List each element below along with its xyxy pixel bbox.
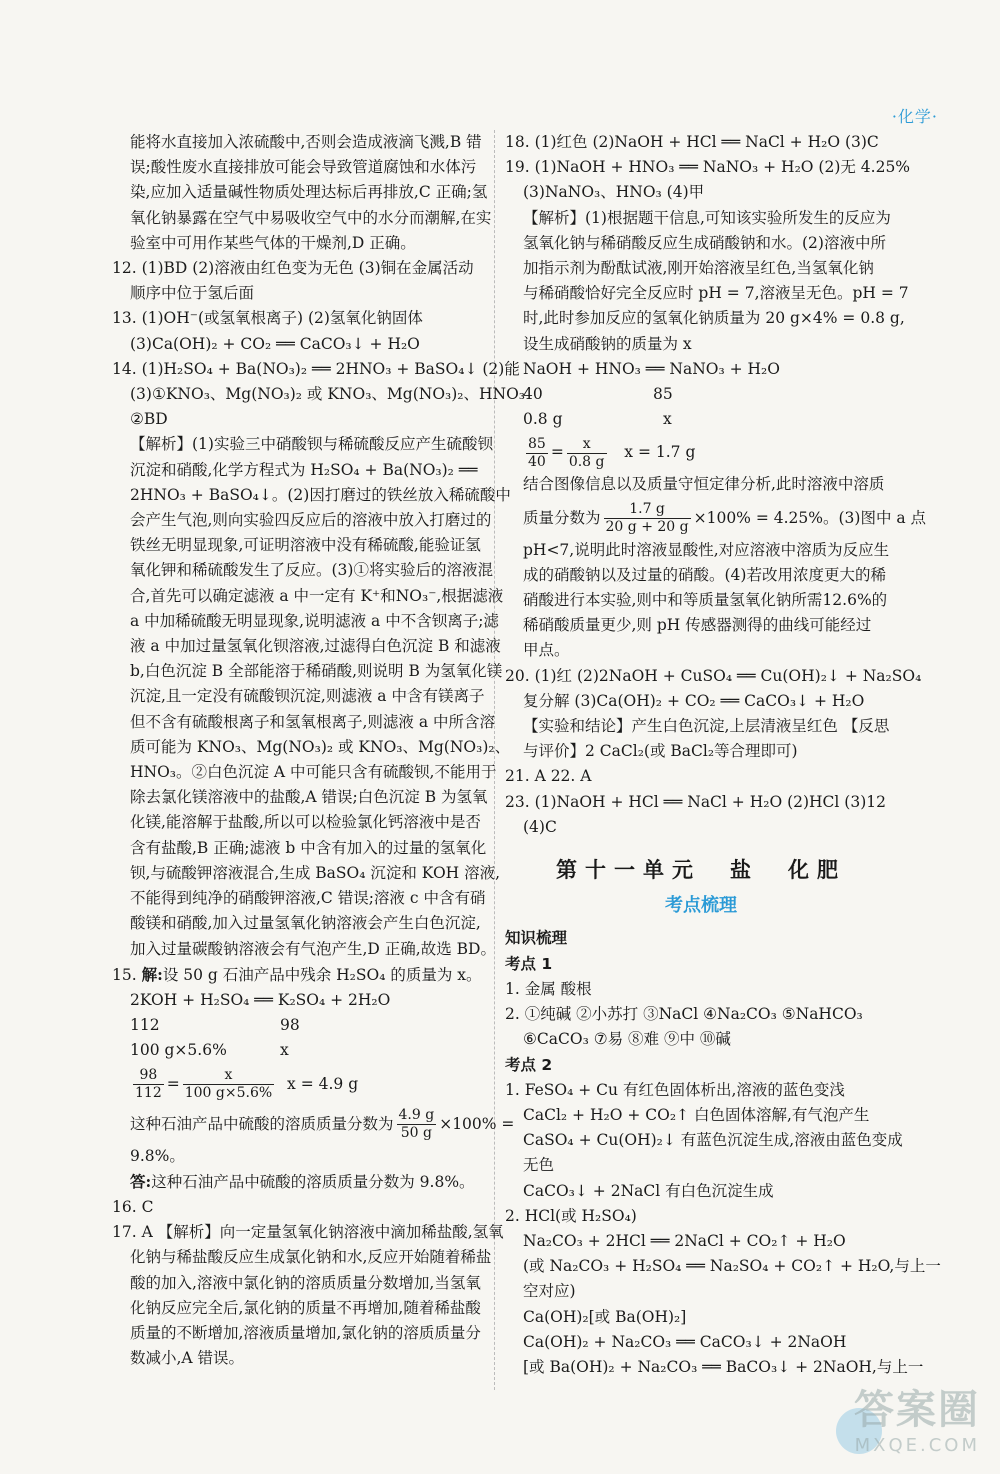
text-line: 设生成硝酸钠的质量为 x bbox=[523, 334, 692, 353]
q19-m2b: x bbox=[663, 410, 672, 429]
text-line: 染,应加入适量碱性物质处理达标后再排放,C 正确;氢 bbox=[130, 183, 488, 202]
q19-percent-line bbox=[505, 498, 927, 538]
subsection-point-2: 考点 2 bbox=[505, 1055, 553, 1074]
frac-den: 0.8 g bbox=[568, 453, 605, 470]
text-line: 会产生气泡,则向实验四反应后的溶液中放入打磨过的 bbox=[130, 511, 492, 530]
text-line: 甲点。 bbox=[523, 641, 570, 660]
text-line: 【实验和结论】产生白色沉淀,上层清液呈红色 【反思 bbox=[523, 717, 890, 736]
subject-header: ·化学· bbox=[891, 107, 938, 126]
text-line: 氧化钾和稀硫酸发生了反应。(3)①将实验后的溶液混 bbox=[130, 561, 493, 580]
q19-pct-pre: 质量分数为 bbox=[523, 508, 601, 527]
text-line: 时,此时参加反应的氢氧化钠质量为 20 g×4% = 0.8 g, bbox=[523, 309, 905, 328]
q15-equation: 2KOH + H₂SO₄ ══ K₂SO₄ + 2H₂O bbox=[130, 990, 391, 1009]
q19-mass-row bbox=[505, 407, 897, 432]
q19-frac-b bbox=[567, 436, 607, 471]
text-line: 23. (1)NaOH + HCl ══ NaCl + H₂O (2)HCl (3)12 bbox=[505, 792, 886, 811]
text-line: 与评价】2 CaCl₂(或 BaCl₂等合理即可) bbox=[523, 742, 798, 761]
text-line: 顺序中位于氢后面 bbox=[130, 284, 255, 303]
text-line: 1. FeSO₄ + Cu 有红色固体析出,溶液的蓝色变浅 bbox=[505, 1080, 845, 1099]
point-1-lines bbox=[505, 977, 897, 1053]
q19-pct-post: ×100% = 4.25%。(3)图中 a 点 bbox=[693, 508, 927, 527]
text-line: 18. (1)红色 (2)NaOH + HCl ══ NaCl + H₂O (3)C bbox=[505, 133, 879, 151]
text-line: 复分解 (3)Ca(OH)₂ + CO₂ ══ CaCO₃↓ + H₂O bbox=[523, 691, 865, 710]
text-line: 不能得到纯净的硝酸钾溶液,C 错误;溶液 c 中含有硝 bbox=[130, 889, 486, 908]
subsection-knowledge: 知识梳理 bbox=[505, 929, 568, 948]
point-2-lines bbox=[505, 1078, 941, 1380]
text-line: (或 Na₂CO₃ + H₂SO₄ ══ Na₂SO₄ + CO₂↑ + H₂O,与上一 bbox=[523, 1257, 941, 1276]
text-line: 但不含有硫酸根离子和氢氧根离子,则滤液 a 中所含溶 bbox=[130, 712, 496, 731]
text-line: 除去氯化镁溶液中的盐酸,A 错误;白色沉淀 B 为氢氧 bbox=[130, 788, 488, 807]
text-line: 钡,与硫酸钾溶液混合,生成 BaSO₄ 沉淀和 KOH 溶液, bbox=[130, 863, 501, 882]
q15-molar-row bbox=[112, 1013, 484, 1038]
text-line: (3)①KNO₃、Mg(NO₃)₂ 或 KNO₃、Mg(NO₃)₂、HNO₃ bbox=[130, 385, 526, 404]
text-line: 酸镁和硝酸,加入过量氢氧化钠溶液会产生白色沉淀, bbox=[130, 914, 481, 933]
q15-frac-a bbox=[133, 1067, 164, 1102]
q15-mass-row bbox=[112, 1038, 484, 1063]
frac-den: 40 bbox=[528, 453, 546, 470]
right-top-lines bbox=[505, 130, 911, 357]
text-line: 2. HCl(或 H₂SO₄) bbox=[505, 1206, 637, 1225]
answer-label: 答: bbox=[130, 1171, 152, 1191]
text-line: 化钠反应完全后,氯化钠的质量不再增加,随着稀盐酸 bbox=[130, 1298, 481, 1317]
q19-m2a: 0.8 g bbox=[523, 410, 563, 429]
text-line: [或 Ba(OH)₂ + Na₂CO₃ ══ BaCO₃↓ + 2NaOH,与上一 bbox=[523, 1357, 924, 1376]
text-line: 沉淀,且一定没有硫酸钡沉淀,则滤液 a 中含有镁离子 bbox=[130, 687, 485, 706]
text-line: 合,首先可以确定滤液 a 中一定有 K⁺和NO₃⁻,根据滤液 bbox=[130, 586, 504, 605]
text-line: (3)NaNO₃、HNO₃ (4)甲 bbox=[523, 183, 705, 202]
text-line: pH<7,说明此时溶液显酸性,对应溶液中溶质为反应生 bbox=[523, 540, 890, 559]
frac-den: 20 g + 20 g bbox=[605, 519, 689, 536]
text-line: 能将水直接加入浓硫酸中,否则会造成液滴飞溅,B 错 bbox=[130, 133, 482, 151]
text-line: 沉淀和硝酸,化学方程式为 H₂SO₄ + Ba(NO₃)₂ ══ bbox=[130, 460, 478, 479]
text-line: Ca(OH)₂ + Na₂CO₃ ══ CaCO₃↓ + 2NaOH bbox=[523, 1332, 847, 1351]
q15-m1b: 98 bbox=[280, 1016, 300, 1035]
text-line: 【解析】(1)实验三中硝酸钡与稀硫酸反应产生硫酸钡 bbox=[130, 435, 493, 454]
q15-percent-value: 9.8%。 bbox=[130, 1146, 185, 1165]
q19-pct-frac bbox=[604, 501, 691, 536]
text-line: 20. (1)红 (2)2NaOH + CuSO₄ ══ Cu(OH)₂↓ + Na₂SO₄ bbox=[505, 666, 922, 685]
text-line: 19. (1)NaOH + HNO₃ ══ NaNO₃ + H₂O (2)无 4.25% bbox=[505, 158, 911, 177]
left-tail-lines bbox=[112, 1195, 504, 1371]
watermark-url: MXQE.COM bbox=[854, 1435, 980, 1456]
watermark-text: 答案圈 bbox=[854, 1387, 980, 1433]
text-line: a 中加稀硫酸无明显现象,说明滤液 a 中不含钡离子;滤 bbox=[130, 611, 499, 630]
frac-num: 1.7 g bbox=[604, 501, 691, 519]
q15-pct-post: ×100% = bbox=[439, 1114, 515, 1133]
text-line: CaCl₂ + H₂O + CO₂↑ 白色固体溶解,有气泡产生 bbox=[523, 1105, 870, 1124]
frac-num: 85 bbox=[528, 435, 546, 452]
watermark-logo bbox=[854, 1378, 980, 1456]
solution-label: 解: bbox=[141, 964, 163, 984]
q19-m1a: 40 bbox=[523, 385, 543, 404]
text-line: 铁丝无明显现象,可证明溶液中没有稀硫酸,能验证氢 bbox=[130, 536, 481, 555]
text-line: 质可能为 KNO₃、Mg(NO₃)₂ 或 KNO₃、Mg(NO₃)₂、 bbox=[130, 737, 511, 756]
unit-title: 第十一单元 盐 化肥 bbox=[556, 858, 846, 883]
text-line: 数减小,A 错误。 bbox=[130, 1349, 245, 1368]
text-line: 化镁,能溶解于盐酸,所以可以检验氯化钙溶液中是否 bbox=[130, 813, 481, 832]
answer-text: 这种石油产品中硫酸的溶质质量分数为 9.8%。 bbox=[151, 1172, 475, 1191]
frac-num: x bbox=[567, 436, 607, 454]
text-line: 无色 bbox=[523, 1156, 555, 1175]
q19-line1: 结合图像信息以及质量守恒定律分析,此时溶液中溶质 bbox=[523, 475, 885, 494]
q19-frac-a bbox=[526, 436, 548, 471]
text-line: 硝酸进行本实验,则中和等质量氢氧化钠所需12.6%的 bbox=[523, 591, 888, 610]
text-line: 17. A 【解析】向一定量氢氧化钠溶液中滴加稀盐酸,氢氧 bbox=[112, 1223, 504, 1242]
q15-working bbox=[112, 988, 515, 1195]
text-line: 成的硝酸钠以及过量的硝酸。(4)若改用浓度更大的稀 bbox=[523, 565, 886, 584]
q15-m2b: x bbox=[280, 1041, 289, 1060]
frac-den: 112 bbox=[135, 1085, 162, 1102]
frac-num: 4.9 g bbox=[398, 1107, 435, 1124]
text-line: 【解析】(1)根据题干信息,可知该实验所发生的反应为 bbox=[523, 208, 891, 227]
text-line: 2. ①纯碱 ②小苏打 ③NaCl ④Na₂CO₃ ⑤NaHCO₃ bbox=[505, 1005, 863, 1024]
q15-result: x = 4.9 g bbox=[287, 1074, 359, 1093]
text-line: 氢氧化钠与稀硝酸反应生成硝酸钠和水。(2)溶液中所 bbox=[523, 233, 886, 252]
text-line: 15. 解:设 50 g 石油产品中残余 H₂SO₄ 的质量为 x。 bbox=[112, 964, 482, 984]
text-line: 14. (1)H₂SO₄ + Ba(NO₃)₂ ══ 2HNO₃ + BaSO₄↓ (2)能 bbox=[112, 359, 520, 378]
q15-pct-frac bbox=[397, 1107, 437, 1142]
q19-m1b: 85 bbox=[653, 385, 673, 404]
text-line: 液 a 中加过量氢氧化钡溶液,过滤得白色沉淀 B 和滤液 bbox=[130, 637, 501, 656]
text-line: 13. (1)OH⁻(或氢氧根离子) (2)氢氧化钠固体 bbox=[112, 309, 423, 328]
q19-molar-row bbox=[505, 382, 897, 407]
text-line: ②BD bbox=[130, 410, 168, 429]
text-line: 酸的加入,溶液中氯化钠的溶质质量分数增加,当氢氧 bbox=[130, 1273, 481, 1292]
text-line: 氧化钠暴露在空气中易吸收空气中的水分而潮解,在实 bbox=[130, 208, 492, 227]
q19-working bbox=[505, 357, 927, 538]
text-line: 加指示剂为酚酞试液,刚开始溶液呈红色,当氢氧化钠 bbox=[523, 259, 874, 278]
text-line: 16. C bbox=[112, 1197, 154, 1216]
q15-proportion: $\frac{98}{112}$ = $\frac{x}{100 g\times 5.6\%}$ x = 4.9 g bbox=[135, 1067, 359, 1102]
text-line: 与稀硝酸恰好完全反应时 pH = 7,溶液呈无色。pH = 7 bbox=[523, 284, 909, 303]
subsection-point-1: 考点 1 bbox=[505, 954, 553, 973]
text-line: ⑥CaCO₃ ⑦易 ⑧难 ⑨中 ⑩碱 bbox=[523, 1030, 731, 1049]
section-title: 考点梳理 bbox=[665, 895, 737, 917]
text-line: 加入过量碳酸钠溶液会有气泡产生,D 正确,故选 BD。 bbox=[130, 939, 496, 958]
q15-answer bbox=[112, 1169, 484, 1195]
q15-percent-line bbox=[112, 1104, 515, 1144]
frac-den: 50 g bbox=[400, 1125, 432, 1142]
text-line: 误;酸性废水直接排放可能会导致管道腐蚀和水体污 bbox=[130, 158, 477, 177]
text-line: 12. (1)BD (2)溶液由红色变为无色 (3)铜在金属活动 bbox=[112, 259, 474, 278]
q15-m2a: 100 g×5.6% bbox=[130, 1041, 227, 1060]
frac-num: x bbox=[183, 1067, 274, 1085]
text-line: Ca(OH)₂[或 Ba(OH)₂] bbox=[523, 1307, 687, 1326]
text-line: b,白色沉淀 B 全部能溶于稀硝酸,则说明 B 为氢氧化镁 bbox=[130, 662, 503, 681]
frac-den: 100 g×5.6% bbox=[184, 1085, 273, 1102]
right-mid-lines bbox=[505, 538, 922, 840]
text-line: 验室中可用作某些气体的干燥剂,D 正确。 bbox=[130, 233, 416, 252]
q15-frac-b bbox=[183, 1067, 274, 1102]
q19-result: x = 1.7 g bbox=[624, 443, 696, 462]
text-line: 含有盐酸,B 正确;滤液 b 中含有加入的过量的氢氧化 bbox=[130, 838, 487, 857]
right-column bbox=[505, 130, 941, 1380]
text-line: CaSO₄ + Cu(OH)₂↓ 有蓝色沉淀生成,溶液由蓝色变成 bbox=[523, 1131, 903, 1150]
text-line: 稀硝酸质量更少,则 pH 传感器测得的曲线可能经过 bbox=[523, 616, 872, 635]
text-line: 1. 金属 酸根 bbox=[505, 979, 592, 998]
q19-equation: NaOH + HNO₃ ══ NaNO₃ + H₂O bbox=[523, 359, 780, 378]
text-line: 空对应) bbox=[523, 1282, 576, 1301]
text-line: HNO₃。②白色沉淀 A 中可能只含有硫酸钡,不能用于 bbox=[130, 763, 497, 782]
q15-pct-pre: 这种石油产品中硫酸的溶质质量分数为 bbox=[130, 1114, 394, 1133]
text-line: 21. A 22. A bbox=[505, 767, 592, 786]
frac-num: 98 bbox=[133, 1067, 164, 1085]
text-line: 2HNO₃ + BaSO₄↓。(2)因打磨过的铁丝放入稀硫酸中 bbox=[130, 485, 511, 504]
q19-proportion: $\frac{85}{40}$ = $\frac{x}{0.8 g}$ x = 1.7 g bbox=[528, 435, 696, 470]
q15-m1a: 112 bbox=[130, 1016, 160, 1035]
text-line: CaCO₃↓ + 2NaCl 有白色沉淀生成 bbox=[523, 1181, 774, 1200]
text-line: (3)Ca(OH)₂ + CO₂ ══ CaCO₃↓ + H₂O bbox=[130, 334, 420, 353]
left-column bbox=[112, 130, 526, 1371]
text-line: 化钠与稀盐酸反应生成氯化钠和水,反应开始随着稀盐 bbox=[130, 1248, 492, 1267]
text-line: (4)C bbox=[523, 817, 557, 836]
left-answer-lines bbox=[112, 130, 526, 988]
text-line: Na₂CO₃ + 2HCl ══ 2NaCl + CO₂↑ + H₂O bbox=[523, 1231, 846, 1250]
text-line: 质量的不断增加,溶液质量增加,氯化钠的溶质质量分 bbox=[130, 1323, 481, 1342]
